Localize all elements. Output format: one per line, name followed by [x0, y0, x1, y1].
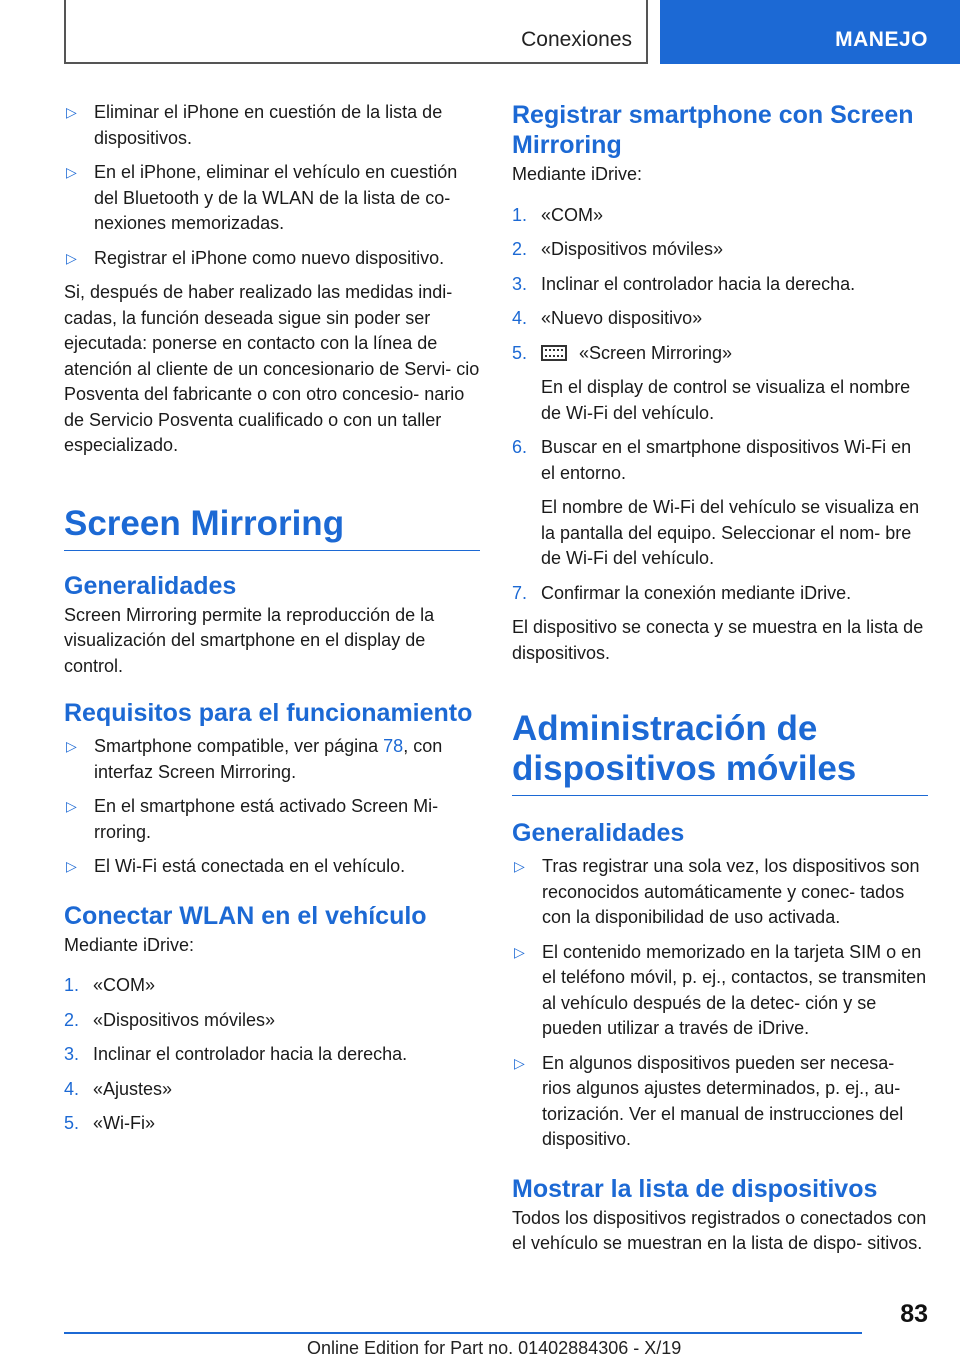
step-item: 5. «Wi-Fi» [64, 1113, 155, 1133]
heading-generalidades: Generalidades [64, 571, 237, 600]
list-item: ▷ El Wi-Fi está conectada en el vehículo. [64, 854, 480, 880]
step-note: En el display de control se visualiza el nombre de Wi-Fi del vehículo. [541, 377, 911, 423]
list-item: ▷ Tras registrar una sola vez, los dispositivos son reconocidos automáticamente y conec- tados con la disponibilidad de uso activada. [514, 856, 920, 927]
list-item: ▷ El contenido memorizado en la tarjeta SIM o en el teléfono móvil, p. ej., contactos, se transmiten al vehículo después de la detec- ción y se pueden utilizar a través de iDrive. [514, 941, 927, 1038]
step-note: El nombre de Wi-Fi del vehículo se visualiza en la pantalla del equipo. Seleccionar el nom- bre de Wi-Fi del vehículo. [541, 497, 920, 568]
list-item: ▷ En el smartphone está activado Screen Mi- rroring. [66, 796, 439, 842]
bullet-arrow-icon: ▷ [66, 738, 77, 754]
heading-requisitos: Requisitos para el funcionamiento [64, 699, 473, 727]
heading-conectar-wlan: Conectar WLAN en el vehículo [64, 901, 427, 930]
header-chapter-tab [660, 0, 960, 64]
bullet-arrow-icon: ▷ [66, 164, 77, 180]
step-item: 1. «COM» [64, 975, 156, 995]
result-paragraph: El dispositivo se conecta y se muestra en la lista de dispositivos. [512, 617, 924, 663]
footer-divider [64, 1332, 862, 1334]
support-paragraph: Si, después de haber realizado las medidas indi- cadas, la función deseada sigue sin poder ser ejecutada: ponerse en contacto con la línea de atención al cliente de un concesionario de Servi- cio Posventa del fabricante o con otro concesio- nario de Servicio Posventa cualificado o con un taller especializado. [64, 282, 480, 455]
list-item: ▷ En algunos dispositivos pueden ser necesa- rios algunos ajustes determinados, p. ej., au- torización. Ver el manual de instrucciones del dispositivo. [514, 1052, 904, 1149]
screen-mirroring-icon [541, 345, 567, 361]
page-number: 83 [900, 1300, 928, 1328]
via-idrive-text: Mediante iDrive: [512, 164, 643, 184]
general-paragraph: Screen Mirroring permite la reproducción de la visualización del smartphone en el display de control. [64, 604, 435, 676]
bullet-arrow-icon: ▷ [514, 943, 525, 960]
step-item: 4. «Ajustes» [64, 1078, 173, 1099]
step-item: 6. Buscar en el smartphone dispositivos Wi-Fi en el entorno. [512, 437, 912, 483]
page-reference-link[interactable]: 78 [383, 736, 404, 756]
list-paragraph: Todos los dispositivos registrados o conectados con el vehículo se muestran en la lista de dispo- sitivos. [512, 1207, 927, 1253]
footer-edition: Online Edition for Part no. 01402884306 - X/19 [307, 1338, 682, 1358]
list-item: ▷ Registrar el iPhone como nuevo dispositivo. [64, 246, 480, 272]
section-heading-screen-mirroring: Screen Mirroring [64, 504, 480, 551]
section-title: Conexiones [521, 28, 632, 51]
heading-mostrar-lista: Mostrar la lista de dispositivos [512, 1174, 878, 1203]
step-item: 2. «Dispositivos móviles» [64, 1009, 276, 1030]
via-idrive-text: Mediante iDrive: [64, 934, 195, 955]
bullet-arrow-icon: ▷ [514, 858, 525, 874]
left-column [64, 100, 480, 1146]
section-heading-administracion: Administración de dispositivos móviles [512, 709, 928, 796]
heading-registrar-smartphone: Registrar smartphone con Screen Mirroring [512, 101, 914, 159]
chapter-title: MANEJO [835, 28, 928, 51]
step-item: 4. «Nuevo dispositivo» [512, 308, 703, 328]
bullet-arrow-icon: ▷ [66, 798, 77, 814]
step-item: 1. «COM» [512, 204, 604, 225]
step-item: 7. Confirmar la conexión mediante iDrive. [512, 582, 852, 603]
bullet-arrow-icon: ▷ [66, 858, 77, 874]
step-item: 5. «Screen Mirroring» [512, 342, 733, 363]
step-item: 3. Inclinar el controlador hacia la derecha. [64, 1044, 408, 1064]
step-item: 3. Inclinar el controlador hacia la derecha. [512, 273, 856, 294]
header-section-box [64, 0, 648, 64]
list-item: ▷ En el iPhone, eliminar el vehículo en cuestión del Bluetooth y de la WLAN de la lista de co- nexiones memorizadas. [66, 162, 458, 233]
heading-generalidades: Generalidades [512, 819, 685, 847]
bullet-arrow-icon: ▷ [66, 104, 77, 120]
list-item: ▷ Smartphone compatible, ver página 78, con interfaz Screen Mirroring. [66, 736, 443, 782]
bullet-arrow-icon: ▷ [66, 249, 77, 266]
step-item: 2. «Dispositivos móviles» [512, 239, 724, 259]
right-column [512, 100, 928, 1266]
bullet-arrow-icon: ▷ [514, 1054, 525, 1071]
list-item: ▷ Eliminar el iPhone en cuestión de la lista de dispositivos. [66, 102, 443, 148]
